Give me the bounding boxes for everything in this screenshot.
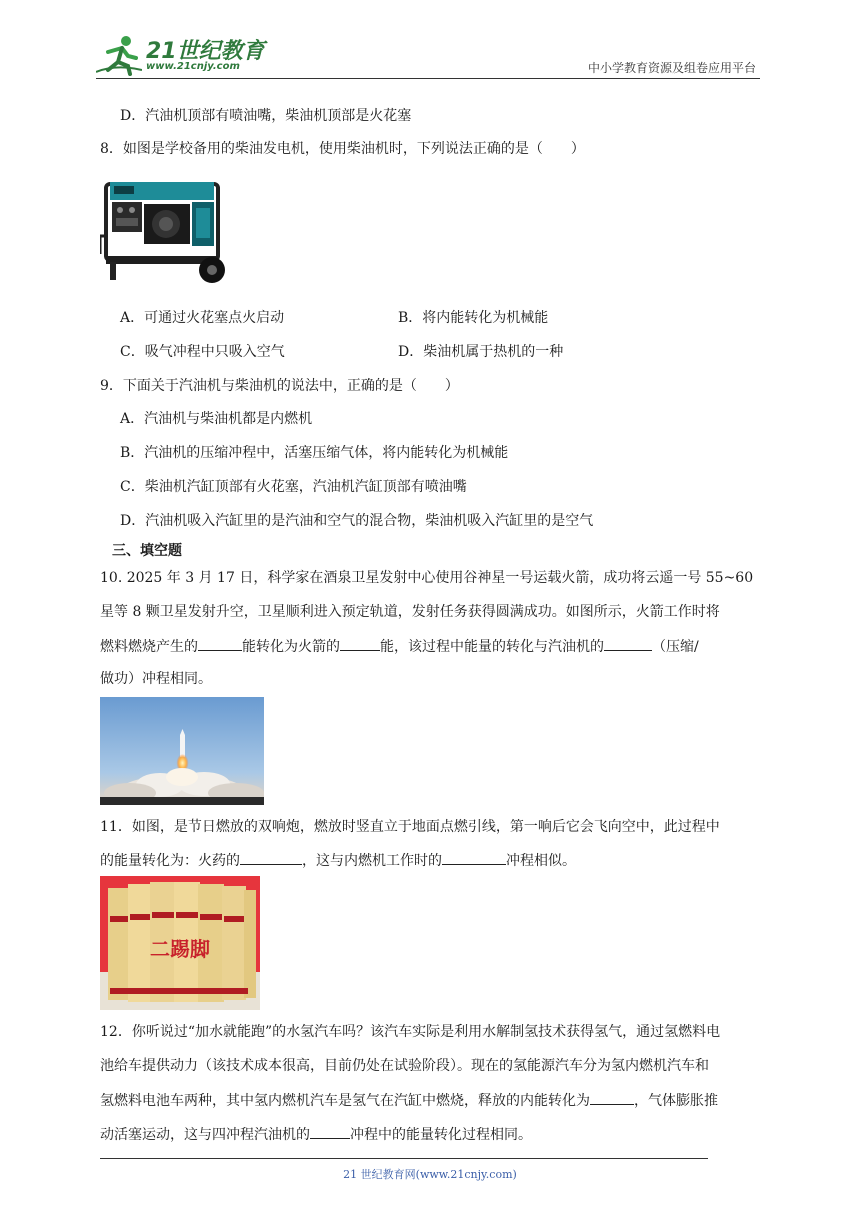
q9-option-d: D．汽油机吸入汽缸里的是汽油和空气的混合物，柴油机吸入汽缸里的是空气 [120, 513, 594, 529]
rocket-launch-image [100, 697, 264, 805]
q12-text-b: ，气体膨胀推 [634, 1093, 718, 1109]
logo-url: www.21cnjy.com [146, 61, 240, 72]
q12-text-d: 冲程中的能量转化过程相同。 [350, 1127, 532, 1143]
q11-blank-1[interactable] [240, 850, 302, 865]
firecracker-image [100, 876, 260, 1010]
q10-blank-2[interactable] [340, 636, 380, 651]
q12-line-4 [100, 1124, 532, 1145]
q10-line-4: 做功）冲程相同。 [100, 671, 212, 687]
q8-stem: 8．如图是学校备用的柴油发电机，使用柴油机时，下列说法正确的是（ ） [100, 141, 585, 157]
page-footer: 21 世纪教育网(www.21cnjy.com) [343, 1168, 517, 1181]
firecracker-illustration [100, 876, 260, 1010]
q9-stem: 9．下面关于汽油机与柴油机的说法中，正确的是（ ） [100, 378, 459, 394]
q10-line-3 [100, 636, 699, 657]
platform-name: 中小学教育资源及组卷应用平台 [587, 61, 756, 75]
q11-line-1: 11．如图，是节日燃放的双响炮，燃放时竖直立于地面点燃引线，第一响后它会飞向空中，此过程中 [100, 819, 720, 835]
q8-option-a: A．可通过火花塞点火启动 [120, 310, 285, 326]
q12-text-a: 氢燃料电池车两种，其中氢内燃机汽车是氢气在汽缸中燃烧，释放的内能转化为 [100, 1093, 590, 1109]
q11-line-2 [100, 850, 576, 871]
q10-line-2: 星等 8 颗卫星发射升空，卫星顺利进入预定轨道，发射任务获得圆满成功。如图所示，火箭工作时将 [100, 604, 720, 620]
q11-text-b: ，这与内燃机工作时的 [302, 853, 442, 869]
q10-text-a: 燃料燃烧产生的 [100, 639, 198, 655]
q7-option-d: D．汽油机顶部有喷油嘴，柴油机顶部是火花塞 [120, 108, 412, 124]
rocket-launch-illustration [100, 697, 264, 805]
q12-blank-2[interactable] [310, 1124, 350, 1139]
q9-option-a: A．汽油机与柴油机都是内燃机 [120, 411, 313, 427]
q10-text-c: 能，该过程中能量的转化与汽油机的 [380, 639, 604, 655]
q12-text-c: 动活塞运动，这与四冲程汽油机的 [100, 1127, 310, 1143]
q9-option-b: B．汽油机的压缩冲程中，活塞压缩气体，将内能转化为机械能 [120, 445, 509, 461]
q11-blank-2[interactable] [442, 850, 506, 865]
q10-line-1: 10. 2025 年 3 月 17 日，科学家在酒泉卫星发射中心使用谷神星一号运载火箭，成功将云遥一号 55~60 [100, 570, 754, 586]
q11-text-a: 的能量转化为：火药的 [100, 853, 240, 869]
page-header [96, 30, 760, 79]
q8-option-b: B．将内能转化为机械能 [398, 310, 549, 326]
q10-blank-3[interactable] [604, 636, 652, 651]
section-title: 三、填空题 [112, 543, 182, 559]
q12-line-3 [100, 1090, 718, 1111]
q12-line-1: 12．你听说过“加水就能跑”的水氢汽车吗？该汽车实际是利用水解制氢技术获得氢气，通过氢燃料电 [100, 1024, 721, 1040]
q10-blank-1[interactable] [198, 636, 242, 651]
q9-option-c: C．柴油机汽缸顶部有火花塞，汽油机汽缸顶部有喷油嘴 [120, 479, 467, 495]
firecracker-label: 二踢脚 [150, 937, 210, 961]
q10-text-d: （压缩/ [652, 639, 699, 655]
q8-option-d: D．柴油机属于热机的一种 [398, 344, 564, 360]
q12-blank-1[interactable] [590, 1090, 634, 1105]
q8-option-c: C．吸气冲程中只吸入空气 [120, 344, 285, 360]
q11-text-c: 冲程相似。 [506, 853, 576, 869]
q12-line-2: 池给车提供动力（该技术成本很高，目前仍处在试验阶段）。现在的氢能源汽车分为氢内燃机汽车和 [100, 1058, 709, 1074]
logo-text: 21世纪教育 [146, 39, 265, 64]
runner-logo-icon [96, 34, 142, 76]
site-logo [96, 34, 266, 74]
q10-text-b: 能转化为火箭的 [242, 639, 340, 655]
diesel-generator-image [100, 176, 228, 288]
footer-divider [100, 1158, 708, 1159]
diesel-generator-illustration [100, 176, 228, 288]
